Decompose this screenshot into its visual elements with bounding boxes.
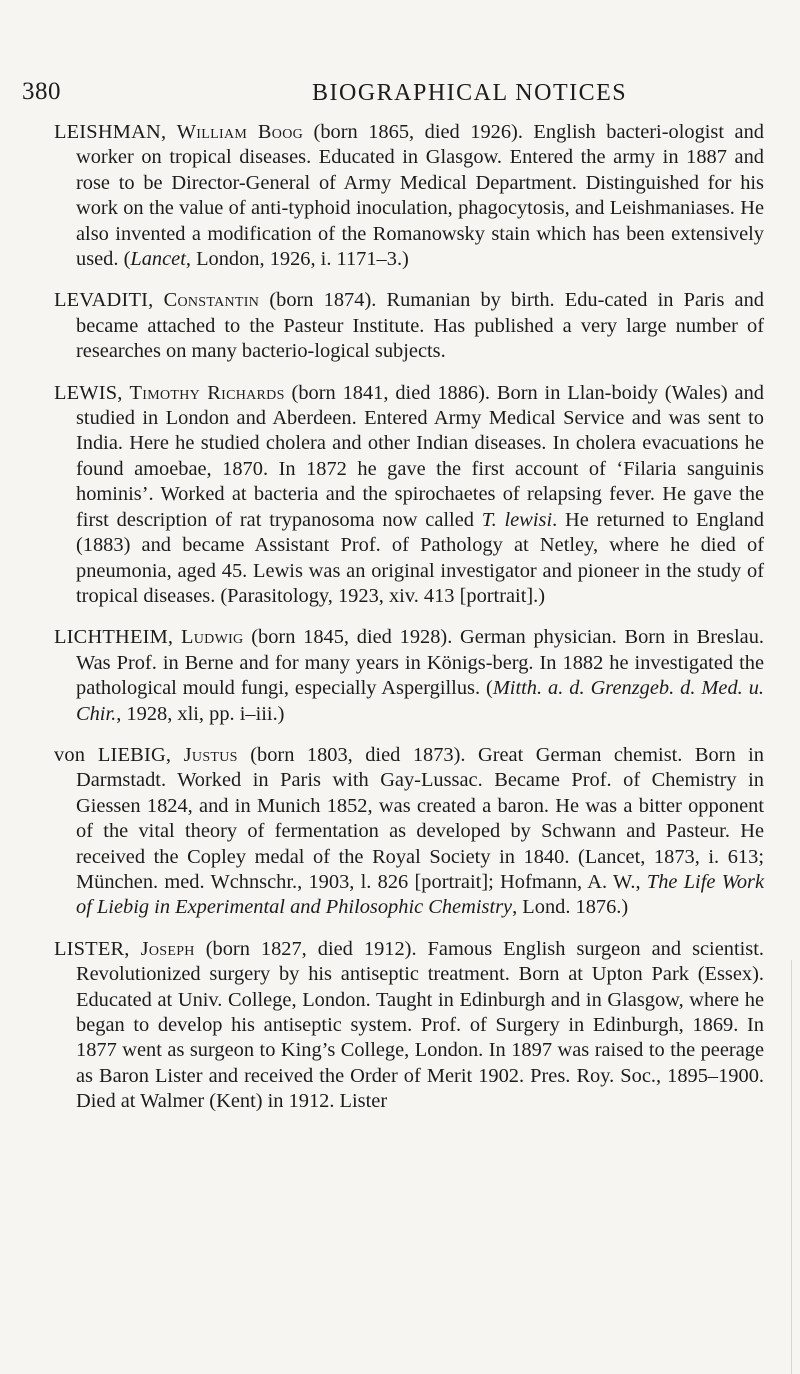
entry-surname: LICHTHEIM, bbox=[54, 626, 174, 649]
entry-text: (born 1865, died 1926). English bacteri-ologist and worker on tropical diseases. Educated in Glasgow. Entered the army in 1887 and rose to be Director-General of Army Medical Department. Distinguished for his work on the value of anti-typhoid inoculation, phagocytosis, and Leishmaniases. He also invented a modification of the Romanowsky stain which has been extensively used. ( bbox=[76, 121, 764, 271]
entry-given-name: Ludwig bbox=[181, 626, 244, 649]
entry-text: (born 1874). Rumanian by birth. Edu-cated in Paris and became attached to the Pasteur Institute. Has published a very large number of researches on many bacterio-logical subjects. bbox=[76, 289, 764, 363]
entry-text: (born 1803, died 1873). Great German chemist. Born in Darmstadt. Worked in Paris with Gay-Lussac. Became Prof. of Chemistry in Giessen 1824, and in Munich 1852, was created a baron. He was a bitter opponent of the vital theory of fermentation as developed by Schwann and Pasteur. He received the Copley medal of the Royal Society in 1840. (Lancet, 1873, i. 613; München. med. Wchnschr., 1903, l. 826 [portrait]; Hofmann, A. W., bbox=[76, 743, 764, 893]
entry-tail: , Lond. 1876.) bbox=[512, 896, 629, 919]
entry-levaditi bbox=[54, 288, 764, 364]
entry-surname: von LIEBIG, bbox=[54, 743, 172, 766]
entry-lister bbox=[54, 937, 764, 1115]
entry-citation: T. lewisi bbox=[481, 508, 553, 531]
entry-citation: Mitth. a. d. Grenzgeb. d. Med. u. Chir. bbox=[76, 677, 765, 725]
entry-liebig bbox=[54, 743, 764, 921]
entry-citation: Lancet bbox=[130, 248, 186, 271]
entry-text: (born 1841, died 1886). Born in Llan-boidy (Wales) and studied in London and Aberdeen. Entered Army Medical Service and was sent to India. Here he studied cholera and other Indian diseases. In cholera evacuations he found amoebae, 1870. In 1872 he gave the first account of ‘Filaria sanguinis hominis’. Worked at bacteria and the spirochaetes of relapsing fever. He gave the first description of rat trypanosoma now called bbox=[76, 381, 764, 531]
entry-citation: The Life Work of Liebig in Experimental and Philosophic Chemistry bbox=[76, 870, 764, 919]
entry-surname: LEWIS, bbox=[54, 381, 123, 404]
entry-tail: , London, 1926, i. 1171–3.) bbox=[185, 248, 409, 271]
biographical-entries bbox=[54, 120, 764, 1131]
entry-given-name: Constantin bbox=[163, 289, 260, 312]
entry-given-name: Joseph bbox=[140, 937, 195, 960]
entry-text: (born 1827, died 1912). Famous English surgeon and scientist. Revolutionized surgery by his antiseptic treatment. Born at Upton Park (Essex). Educated at Univ. College, London. Taught in Edinburgh and in Glasgow, where he began to develop his antiseptic system. Prof. of Surgery in Edinburgh, 1869. In 1877 went as surgeon to King’s College, London. In 1897 was raised to the peerage as Baron Lister and received the Order of Merit 1902. Pres. Roy. Soc., 1895–1900. Died at Walmer (Kent) in 1912. Lister bbox=[76, 937, 764, 1113]
page-edge-shadow bbox=[791, 960, 792, 1374]
entry-lewis bbox=[54, 381, 764, 610]
entry-surname: LEISHMAN, bbox=[54, 121, 167, 143]
entry-given-name: Justus bbox=[183, 743, 238, 766]
page-header bbox=[22, 78, 782, 118]
entry-lichtheim bbox=[54, 625, 764, 727]
entry-given-name: William Boog bbox=[176, 121, 304, 143]
entry-given-name: Timothy Richards bbox=[129, 381, 285, 404]
entry-surname: LISTER, bbox=[54, 937, 130, 960]
entry-tail: . He returned to England (1883) and became Assistant Prof. of Pathology at Netley, where he died of pneumonia, aged 45. Lewis was an original investigator and pioneer in the study of tropical diseases. (Parasitology, 1923, xiv. 413 [portrait].) bbox=[76, 508, 764, 607]
entry-surname: LEVADITI, bbox=[54, 289, 154, 312]
entry-text: (born 1845, died 1928). German physician. Born in Breslau. Was Prof. in Berne and for many years in Königs-berg. In 1882 he investigated the pathological mould fungi, especially Aspergillus. ( bbox=[76, 626, 764, 700]
entry-leishman bbox=[54, 120, 764, 272]
entry-tail: , 1928, xli, pp. i–iii.) bbox=[116, 702, 285, 725]
running-head: BIOGRAPHICAL NOTICES bbox=[312, 80, 628, 106]
page-number: 380 bbox=[22, 78, 61, 105]
